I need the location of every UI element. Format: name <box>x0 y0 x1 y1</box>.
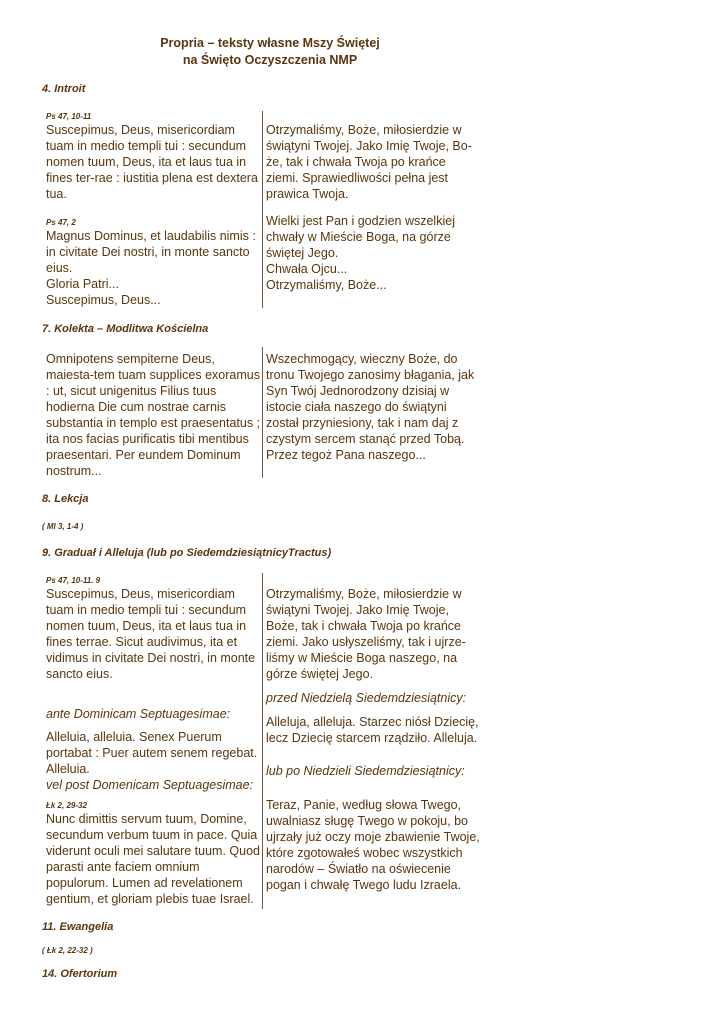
introit-divider <box>262 111 263 308</box>
gospel-heading: 11. Ewangelia <box>42 921 114 933</box>
gradual-polish-3: Teraz, Panie, według słowa Twego, uwalniasz sługę Twego w pokoju, bo ujrzały już oczy moje zbawienie Twoje, które zgotowałeś wobec wszystkich narodów – Światło na oświecenie pogan i chwałę Twego ludu Izraela. <box>266 798 480 892</box>
title-line-2: na Święto Oczyszczenia NMP <box>182 53 358 67</box>
introit-polish-2: Wielki jest Pan i godzien wszelkiej chwały w Mieście Boga, na górze świętej Jego. Chwała Ojcu... Otrzymaliśmy, Boże... <box>266 214 455 292</box>
gradual-latin-1: Suscepimus, Deus, misericordiam tuam in medio templi tui : secundum nomen tuum, Deus, ita et laus tua in fines terrae. Sicut audivimus, ita et vidimus in civitate Dei nostri, in monte sancto eius. <box>46 587 256 681</box>
gradual-rubric-polish-1: przed Niedzielą Siedemdziesiątnicy: <box>266 691 467 705</box>
gradual-latin-2: Alleluia, alleluia. Senex Puerum portabat : Puer autem senem regebat. Alleluia. <box>46 730 258 776</box>
gradual-latin-3: Nunc dimittis servum tuum, Domine, secundum verbum tuum in pace. Quia viderunt oculi mei salutare tuum. Quod parasti ante faciem omnium populorum. Lumen ad revelationem gentium, et gloriam plebis tuae Israel. <box>46 812 260 906</box>
introit-latin-1: Suscepimus, Deus, misericordiam tuam in medio templi tui : secundum nomen tuum, Deus, ita et laus tua in fines ter-rae : iustitia plena est dextera tua. <box>46 123 258 201</box>
gradual-polish-1: Otrzymaliśmy, Boże, miłosierdzie w świątyni Twojej. Jako Imię Twoje, Boże, tak i chwała Twoja po krańce ziemi. Jako usłyszeliśmy, tak i ujrze- liśmy w Mieście Boga naszego, na górze świętej Jego. <box>266 587 466 681</box>
lesson-heading: 8. Lekcja <box>42 493 89 505</box>
gradual-polish-2: Alleluja, alleluja. Starzec niósł Dziecię, lecz Dziecię starcem rządziło. Alleluja. <box>266 715 479 745</box>
collect-divider <box>262 347 263 478</box>
introit-polish-1: Otrzymaliśmy, Boże, miłosierdzie w świątyni Twojej. Jako Imię Twoje, Bo- że, tak i chwała Twoja po krańce ziemi. Sprawiedliwości pełna jest prawica Twoja. <box>266 123 472 201</box>
introit-ref-2: Ps 47, 2 <box>46 218 76 227</box>
gradual-ref-1: Ps 47, 10-11. 9 <box>46 576 101 585</box>
gospel-ref: ( Łk 2, 22-32 ) <box>42 946 93 955</box>
gradual-heading: 9. Graduał i Alleluja (lub po SiedemdziesiątnicyTractus) <box>42 547 332 559</box>
collect-latin: Omnipotens sempiterne Deus, maiesta-tem tuam supplices exoramus : ut, sicut unigenitus Filius tuus hodierna Die cum nostrae carnis substantia in templo est praesentatus ; ita nos facias purificatis tibi mentibus praesentari. Per eundem Dominum nostrum... <box>46 352 261 478</box>
gradual-rubric-latin-1: ante Dominicam Septuagesimae: <box>46 707 231 721</box>
collect-polish: Wszechmogący, wieczny Boże, do tronu Twojego zanosimy błagania, jak Syn Twój Jednorodzony dzisiaj w istocie ciała naszego do świątyni został przyniesiony, tak i nam daj z czystym sercem stanąć przed Tobą. Przez tegoż Pana naszego... <box>266 352 475 462</box>
introit-heading: 4. Introit <box>42 83 86 95</box>
gradual-rubric-polish-2: lub po Niedzieli Siedemdziesiątnicy: <box>266 764 465 778</box>
introit-latin-2: Magnus Dominus, et laudabilis nimis : in civitate Dei nostri, in monte sancto eius. Gloria Patri... Suscepimus, Deus... <box>46 229 256 307</box>
title-line-1: Propria – teksty własne Mszy Świętej <box>160 36 380 50</box>
introit-ref-1: Ps 47, 10-11 <box>46 112 92 121</box>
collect-heading: 7. Kolekta – Modlitwa Kościelna <box>42 323 209 335</box>
lesson-ref: ( Ml 3, 1-4 ) <box>42 522 84 531</box>
gradual-ref-3: Łk 2, 29-32 <box>46 801 87 810</box>
page-title <box>0 35 540 69</box>
gradual-divider <box>262 573 263 909</box>
gradual-rubric-latin-2: vel post Domenicam Septuagesimae: <box>46 778 254 792</box>
offertory-heading: 14. Ofertorium <box>42 968 118 980</box>
